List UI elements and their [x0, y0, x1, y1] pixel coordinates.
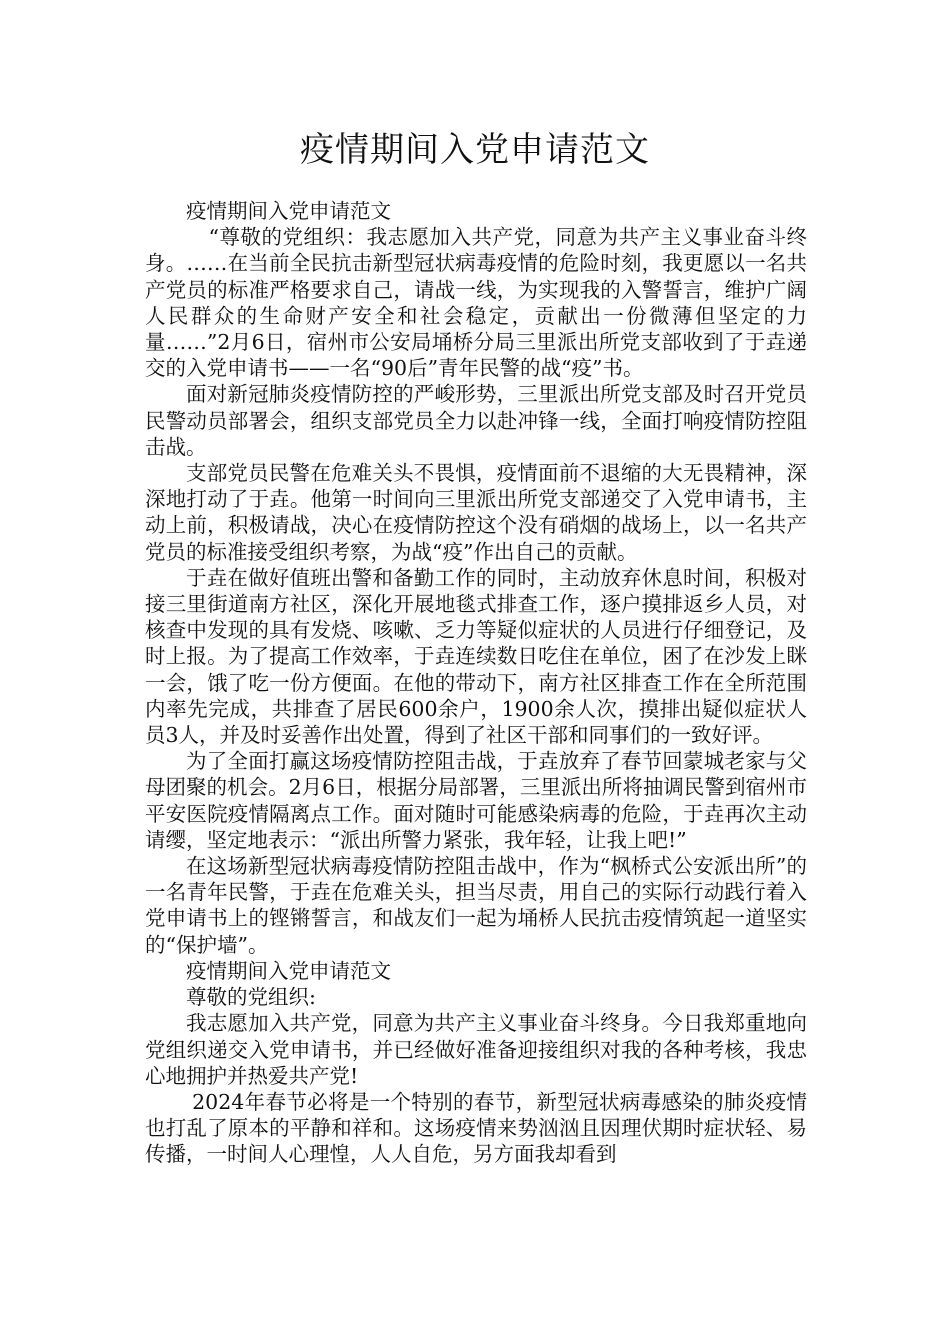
- document-title: 疫情期间入党申请范文: [300, 130, 650, 170]
- paragraph: 为了全面打赢这场疫情防控阻击战，于垚放弃了春节回蒙城老家与父母团聚的机会。2月6日，根据分局部署，三里派出所将抽调民警到宿州市平安医院疫情隔离点工作。面对随时可能感染病毒的危险，于垚再次主动请缨，坚定地表示：“派出所警力紧张，我年轻，让我上吧!”: [145, 749, 807, 852]
- paragraph: 在这场新型冠状病毒疫情防控阻击战中，作为“枫桥式公安派出所”的一名青年民警，于垚在危难关头，担当尽责，用自己的实际行动践行着入党申请书上的铿锵誓言，和战友们一起为埇桥人民抗击疫情筑起一道坚实的“保护墙”。: [145, 854, 807, 957]
- paragraph: 2024年春节必将是一个特别的春节，新型冠状病毒感染的肺炎疫情也打乱了原本的平静和祥和。这场疫情来势汹汹且因理伏期时症状轻、易传播，一时间人心理惶，人人自危，另方面我却看到: [145, 1089, 807, 1167]
- paragraph: 面对新冠肺炎疫情防控的严峻形势，三里派出所党支部及时召开党员民警动员部署会，组织支部党员全力以赴冲锋一线，全面打响疫情防控阻击战。: [145, 382, 807, 459]
- paragraph: 于垚在做好值班出警和备勤工作的同时，主动放弃休息时间，积极对接三里街道南方社区，深化开展地毯式排查工作，逐户摸排返乡人员，对核查中发现的具有发烧、咳嗽、乏力等疑似症状的人员进行仔细登记，及时上报。为了提高工作效率，于垚连续数日吃住在单位，困了在沙发上眯一会，饿了吃一份方便面。在他的带动下，南方社区排查工作在全所范围内率先完成，共排查了居民600余户，1900余人次，摸排出疑似症状人员3人，并及时妥善作出处置，得到了社区干部和同事们的一致好评。: [145, 565, 807, 748]
- paragraph-quote: “尊敬的党组织：我志愿加入共产党，同意为共产主义事业奋斗终身。……在当前全民抗击新型冠状病毒疫情的危险时刻，我更愿以一名共产党员的标准严格要求自己，请战一线，为实现我的入警誓言，维护广阔人民群众的生命财产安全和社会稳定，贡献出一份微薄但坚定的力量……”2月6日，宿州市公安局埇桥分局三里派出所党支部收到了于垚递交的入党申请书——一名“90后”青年民警的战“疫”书。: [145, 225, 807, 381]
- paragraph: 支部党员民警在危难关头不畏惧，疫情面前不退缩的大无畏精神，深深地打动了于垚。他第一时间向三里派出所党支部递交了入党申请书，主动上前，积极请战，决心在疫情防控这个没有硝烟的战场上，以一名共产党员的标准接受组织考察，为战“疫”作出自己的贡献。: [145, 461, 807, 564]
- document-body: [145, 198, 807, 1168]
- salutation: 尊敬的党组织:: [186, 985, 316, 1010]
- section-heading-1: 疫情期间入党申请范文: [186, 199, 391, 223]
- section-heading-2: 疫情期间入党申请范文: [186, 958, 391, 983]
- paragraph: 我志愿加入共产党，同意为共产主义事业奋斗终身。今日我郑重地向党组织递交入党申请书，并已经做好准备迎接组织对我的各种考核，我忠心地拥护并热爱共产党!: [145, 1011, 807, 1088]
